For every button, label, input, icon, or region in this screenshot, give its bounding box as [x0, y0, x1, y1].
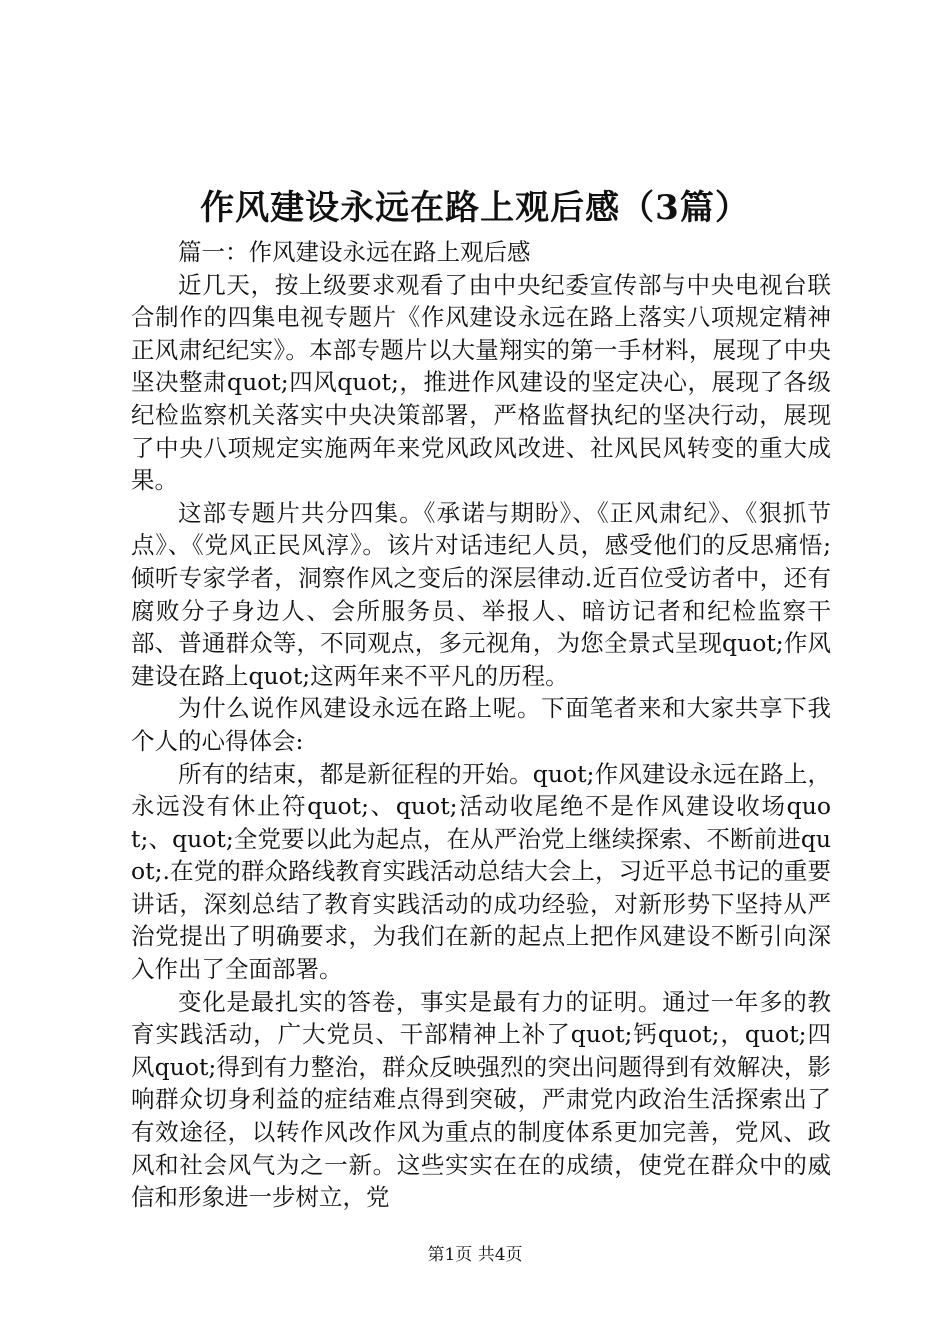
- section-heading: 篇一：作风建设永远在路上观后感: [178, 238, 531, 266]
- document-title: 作风建设永远在路上观后感（3篇）: [200, 188, 750, 228]
- paragraph-3: 为什么说作风建设永远在路上呢。下面笔者来和大家共享下我个人的心得体会:: [131, 694, 831, 755]
- paragraph-4: 所有的结束，都是新征程的开始。quot;作风建设永远在路上，永远没有休止符quot;、quot;活动收尾绝不是作风建设收场quot;、quot;全党要以此为起点，在从严治党上继续探索、不断前进quot;.在党的群众路线教育实践活动总结大会上，习近平总书记的重要讲话，深刻总结了教育实践活动的成功经验，对新形势下坚持从严治党提出了明确要求，为我们在新的起点上把作风建设不断引向深入作出了全面部署。: [131, 759, 831, 984]
- page-footer: 第1页 共4页: [427, 1245, 523, 1265]
- paragraph-2: 这部专题片共分四集。《承诺与期盼》、《正风肃纪》、《狠抓节点》、《党风正民风淳》。该片对话违纪人员，感受他们的反思痛悟;倾听专家学者，洞察作风之变后的深层律动.近百位受访者中，还有腐败分子身边人、会所服务员、举报人、暗访记者和纪检监察干部、普通群众等，不同观点，多元视角，为您全景式呈现quot;作风建设在路上quot;这两年来不平凡的历程。: [131, 498, 831, 690]
- paragraph-1: 近几天，按上级要求观看了由中央纪委宣传部与中央电视台联合制作的四集电视专题片《作风建设永远在路上落实八项规定精神正风肃纪纪实》。本部专题片以大量翔实的第一手材料，展现了中央坚决整肃quot;四风quot;，推进作风建设的坚定决心，展现了各级纪检监察机关落实中央决策部署，严格监督执纪的坚决行动，展现了中央八项规定实施两年来党风政风改进、社风民风转变的重大成果。: [131, 270, 831, 495]
- paragraph-5: 变化是最扎实的答卷，事实是最有力的证明。通过一年多的教育实践活动，广大党员、干部精神上补了quot;钙quot;，quot;四风quot;得到有力整治，群众反映强烈的突出问题得到有效解决，影响群众切身利益的症结难点得到突破，严肃党内政治生活探索出了有效途径，以转作风改作风为重点的制度体系更加完善，党风、政风和社会风气为之一新。这些实实在在的成绩，使党在群众中的威信和形象进一步树立，党: [131, 987, 831, 1212]
- document-body: [131, 236, 831, 1214]
